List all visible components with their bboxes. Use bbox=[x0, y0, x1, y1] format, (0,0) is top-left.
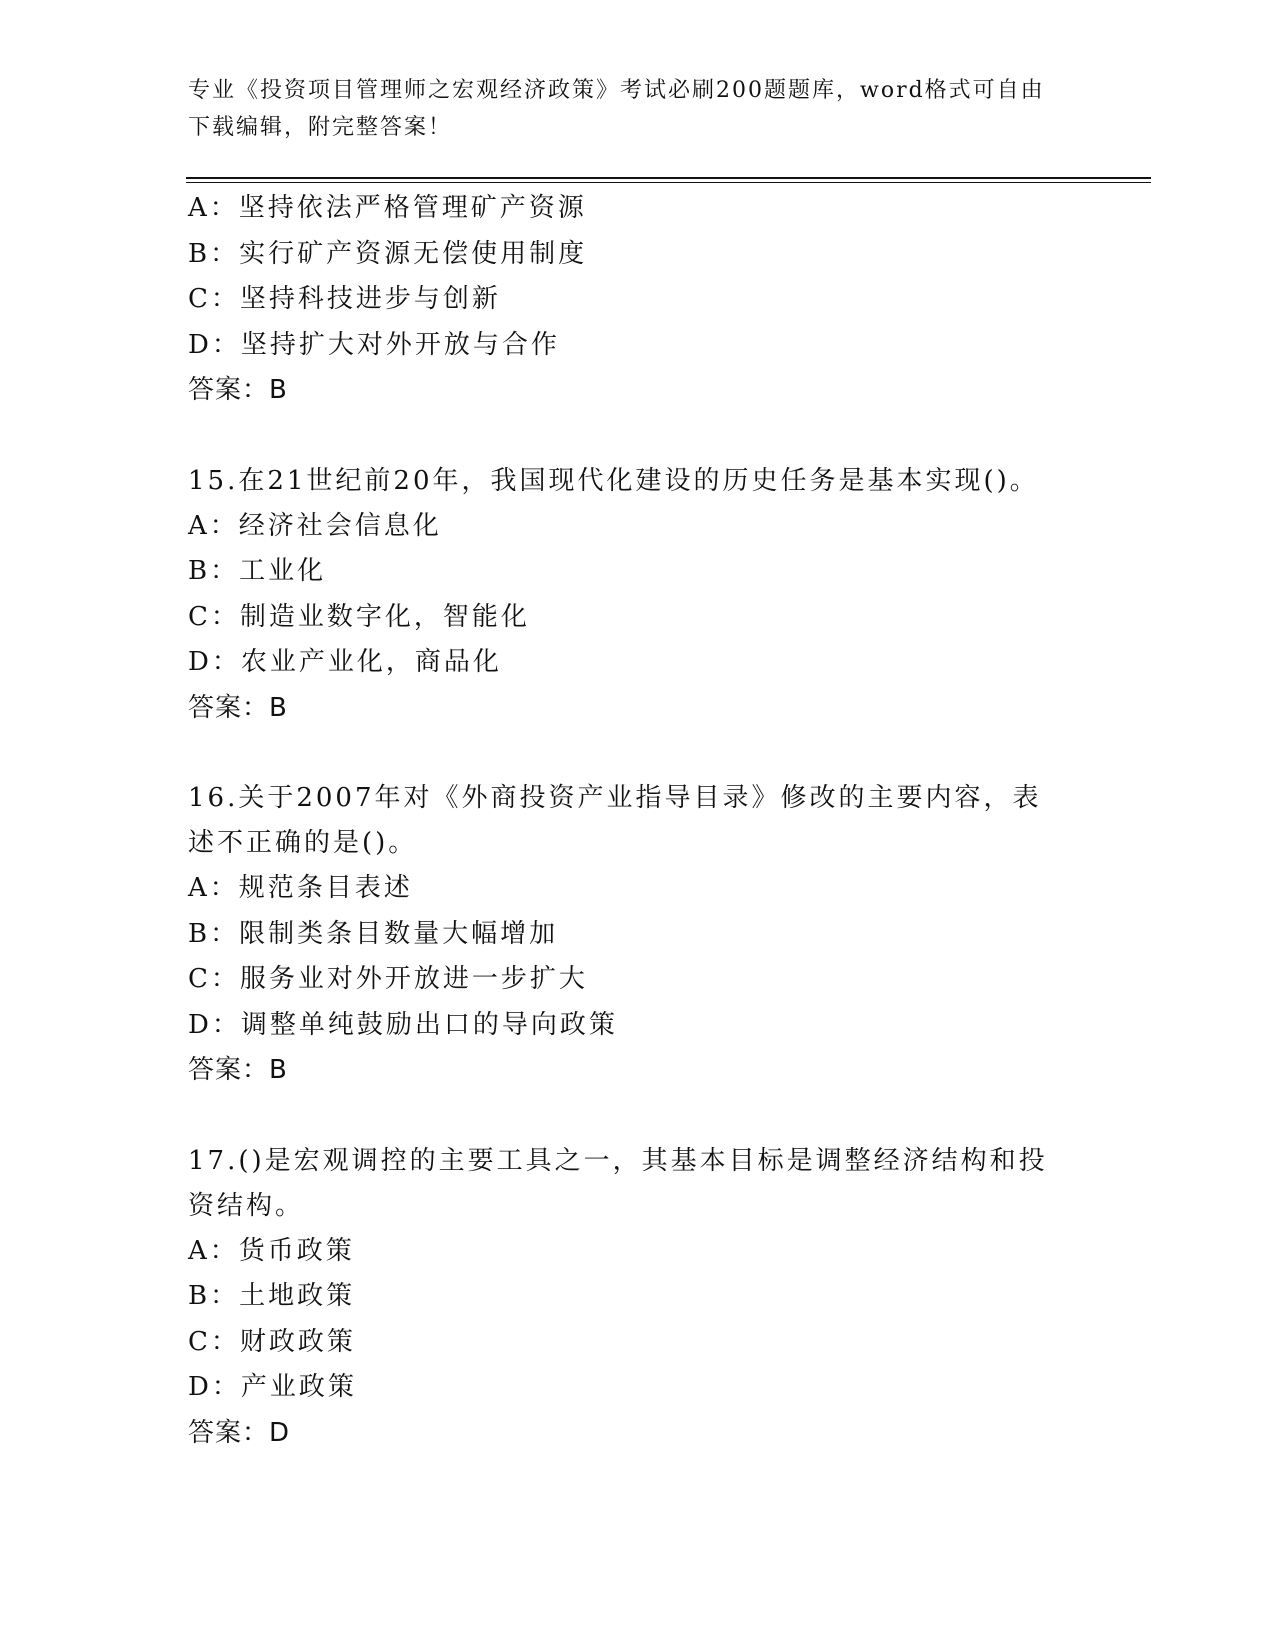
question-list bbox=[188, 186, 1088, 1501]
option-c: C：坚持科技进步与创新 bbox=[188, 284, 501, 314]
option-a: A：规范条目表述 bbox=[188, 873, 413, 903]
question-14 bbox=[188, 186, 1088, 414]
option-c: C：服务业对外开放进一步扩大 bbox=[188, 964, 588, 994]
header-rule-thick bbox=[186, 177, 1151, 179]
option-b: B：土地政策 bbox=[188, 1281, 356, 1311]
option-a: A：货币政策 bbox=[188, 1235, 355, 1266]
option-d: D：坚持扩大对外开放与合作 bbox=[188, 329, 560, 360]
question-15 bbox=[188, 459, 1088, 732]
document-header: 专业《投资项目管理师之宏观经济政策》考试必刷200题题库，word格式可自由下载编辑，附完整答案！ bbox=[188, 78, 1045, 140]
question-stem: 17.()是宏观调控的主要工具之一，其基本目标是调整经济结构和投资结构。 bbox=[188, 1145, 1048, 1221]
answer: 答案：B bbox=[188, 692, 288, 723]
option-d: D：农业产业化，商品化 bbox=[188, 647, 502, 677]
answer: 答案：D bbox=[188, 1417, 291, 1448]
option-a: A：经济社会信息化 bbox=[188, 510, 442, 541]
question-16 bbox=[188, 776, 1088, 1094]
question-stem: 15.在21世纪前20年，我国现代化建设的历史任务是基本实现()。 bbox=[188, 465, 1039, 496]
option-a: A：坚持依法严格管理矿产资源 bbox=[188, 193, 587, 223]
answer: 答案：B bbox=[188, 375, 288, 405]
option-b: B：限制类条目数量大幅增加 bbox=[188, 918, 559, 949]
option-c: C：制造业数字化，智能化 bbox=[188, 601, 530, 632]
question-stem: 16.关于2007年对《外商投资产业指导目录》修改的主要内容，表述不正确的是()。 bbox=[188, 783, 1042, 858]
option-b: B：工业化 bbox=[188, 556, 327, 586]
header-rule-thin bbox=[186, 182, 1151, 183]
option-d: D：调整单纯鼓励出口的导向政策 bbox=[188, 1009, 618, 1040]
option-d: D：产业政策 bbox=[188, 1372, 357, 1402]
answer: 答案：B bbox=[188, 1055, 288, 1085]
option-b: B：实行矿产资源无偿使用制度 bbox=[188, 238, 588, 269]
question-17 bbox=[188, 1139, 1088, 1457]
option-c: C：财政政策 bbox=[188, 1326, 356, 1357]
